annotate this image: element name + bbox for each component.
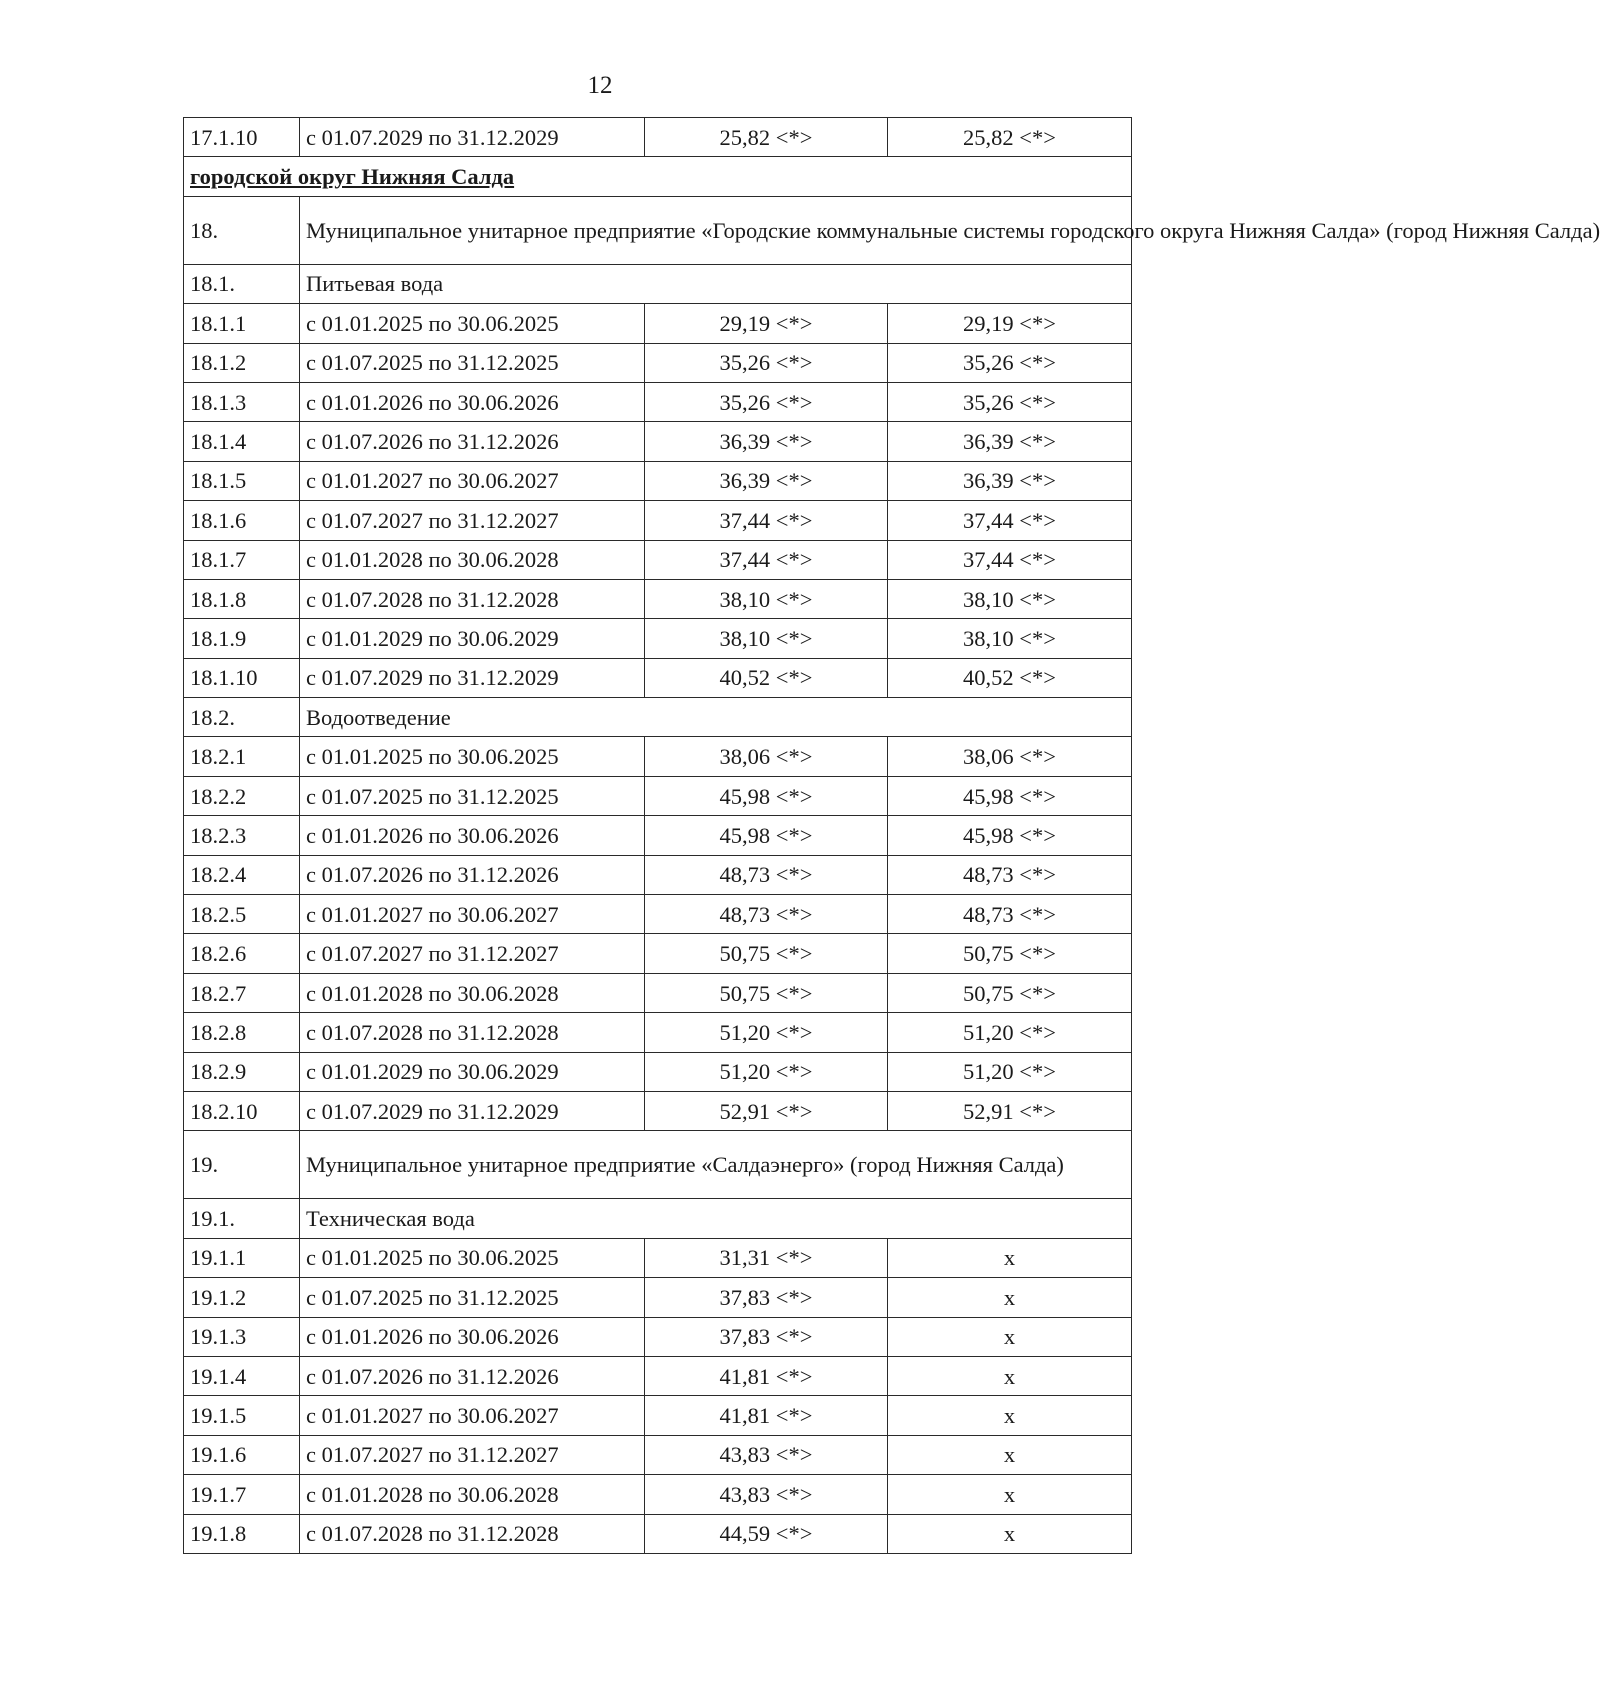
- tariff-value-cell: 48,73 <*>: [645, 855, 888, 894]
- row-number-cell: 18.1.1: [184, 304, 300, 343]
- row-number-cell: 18.1.3: [184, 382, 300, 421]
- tariff-value-alt-cell: 37,44 <*>: [888, 540, 1132, 579]
- tariff-value-alt-cell: 36,39 <*>: [888, 422, 1132, 461]
- table-row: [184, 1013, 1132, 1052]
- tariff-value-cell: 43,83 <*>: [645, 1475, 888, 1514]
- table-row: [184, 501, 1132, 540]
- table-row: [184, 619, 1132, 658]
- row-number-cell: 18.2.6: [184, 934, 300, 973]
- period-cell: с 01.01.2029 по 30.06.2029: [300, 619, 645, 658]
- row-number-cell: 19.1.8: [184, 1514, 300, 1553]
- section-heading: городской округ Нижняя Салда: [184, 157, 1132, 196]
- section-heading-row: [184, 157, 1132, 196]
- row-number-cell: 18.1.6: [184, 501, 300, 540]
- period-cell: с 01.01.2028 по 30.06.2028: [300, 540, 645, 579]
- tariff-value-alt-cell: x: [888, 1356, 1132, 1395]
- page-number: 12: [587, 72, 613, 99]
- tariff-value-alt-cell: x: [888, 1475, 1132, 1514]
- row-number-cell: 17.1.10: [184, 118, 300, 157]
- row-number-cell: 18.1.5: [184, 461, 300, 500]
- tariff-value-alt-cell: 35,26 <*>: [888, 343, 1132, 382]
- period-cell: с 01.01.2028 по 30.06.2028: [300, 1475, 645, 1514]
- row-number-cell: 18.1.9: [184, 619, 300, 658]
- row-number-cell: 18.1.7: [184, 540, 300, 579]
- row-number-cell: 19.1.4: [184, 1356, 300, 1395]
- row-number-cell: 18.1.: [184, 264, 300, 303]
- tariff-value-alt-cell: 40,52 <*>: [888, 658, 1132, 697]
- table-row: [184, 1514, 1132, 1553]
- table-row: [184, 776, 1132, 815]
- tariff-value-alt-cell: x: [888, 1435, 1132, 1474]
- period-cell: с 01.07.2025 по 31.12.2025: [300, 1278, 645, 1317]
- period-cell: с 01.01.2026 по 30.06.2026: [300, 382, 645, 421]
- period-cell: с 01.01.2028 по 30.06.2028: [300, 973, 645, 1012]
- period-cell: с 01.01.2027 по 30.06.2027: [300, 461, 645, 500]
- tariff-value-cell: 36,39 <*>: [645, 422, 888, 461]
- tariff-value-cell: 50,75 <*>: [645, 934, 888, 973]
- tariff-value-alt-cell: 51,20 <*>: [888, 1013, 1132, 1052]
- tariff-value-cell: 35,26 <*>: [645, 343, 888, 382]
- tariff-value-cell: 44,59 <*>: [645, 1514, 888, 1553]
- tariff-value-cell: 48,73 <*>: [645, 895, 888, 934]
- tariff-value-alt-cell: 38,10 <*>: [888, 619, 1132, 658]
- tariff-value-alt-cell: x: [888, 1396, 1132, 1435]
- tariff-value-alt-cell: 52,91 <*>: [888, 1091, 1132, 1130]
- table-row: [184, 934, 1132, 973]
- tariff-value-cell: 37,83 <*>: [645, 1317, 888, 1356]
- organization-name: Муниципальное унитарное предприятие «Городские коммунальные системы городского округа Нижняя Салда» (город Нижняя Салда): [300, 196, 1132, 264]
- table-row: [184, 422, 1132, 461]
- tariff-value-alt-cell: x: [888, 1238, 1132, 1277]
- table-row: [184, 1278, 1132, 1317]
- tariff-value-alt-cell: 38,10 <*>: [888, 579, 1132, 618]
- period-cell: с 01.07.2028 по 31.12.2028: [300, 1514, 645, 1553]
- tariff-value-cell: 51,20 <*>: [645, 1013, 888, 1052]
- period-cell: с 01.01.2029 по 30.06.2029: [300, 1052, 645, 1091]
- period-cell: с 01.01.2026 по 30.06.2026: [300, 816, 645, 855]
- tariff-value-alt-cell: 37,44 <*>: [888, 501, 1132, 540]
- tariff-value-cell: 36,39 <*>: [645, 461, 888, 500]
- tariff-value-cell: 45,98 <*>: [645, 776, 888, 815]
- tariff-value-cell: 50,75 <*>: [645, 973, 888, 1012]
- period-cell: с 01.07.2028 по 31.12.2028: [300, 1013, 645, 1052]
- table-row: [184, 343, 1132, 382]
- row-number-cell: 18.2.8: [184, 1013, 300, 1052]
- service-type-name: Питьевая вода: [300, 264, 1132, 303]
- row-number-cell: 18.2.4: [184, 855, 300, 894]
- period-cell: с 01.01.2027 по 30.06.2027: [300, 1396, 645, 1435]
- row-number-cell: 19.1.7: [184, 1475, 300, 1514]
- table-row: [184, 1238, 1132, 1277]
- table-row: [184, 579, 1132, 618]
- tariff-table-body: [184, 118, 1600, 1554]
- table-row: [184, 304, 1132, 343]
- table-row: [184, 737, 1132, 776]
- table-row: [184, 1317, 1132, 1356]
- period-cell: с 01.07.2027 по 31.12.2027: [300, 1435, 645, 1474]
- table-row: [184, 658, 1132, 697]
- period-cell: с 01.07.2029 по 31.12.2029: [300, 1091, 645, 1130]
- tariff-value-alt-cell: 38,06 <*>: [888, 737, 1132, 776]
- tariff-value-cell: 43,83 <*>: [645, 1435, 888, 1474]
- tariff-value-cell: 38,10 <*>: [645, 619, 888, 658]
- tariff-value-cell: 38,10 <*>: [645, 579, 888, 618]
- table-row: [184, 1356, 1132, 1395]
- table-row: [184, 1475, 1132, 1514]
- period-cell: с 01.01.2025 по 30.06.2025: [300, 737, 645, 776]
- tariff-value-cell: 51,20 <*>: [645, 1052, 888, 1091]
- period-cell: с 01.01.2026 по 30.06.2026: [300, 1317, 645, 1356]
- table-row: [184, 118, 1132, 157]
- tariff-value-alt-cell: 51,20 <*>: [888, 1052, 1132, 1091]
- period-cell: с 01.07.2025 по 31.12.2025: [300, 776, 645, 815]
- service-type-row: [184, 264, 1132, 303]
- period-cell: с 01.07.2026 по 31.12.2026: [300, 422, 645, 461]
- period-cell: с 01.01.2027 по 30.06.2027: [300, 895, 645, 934]
- organization-row: [184, 1131, 1132, 1199]
- tariff-value-alt-cell: x: [888, 1278, 1132, 1317]
- table-row: [184, 1091, 1132, 1130]
- tariff-value-cell: 29,19 <*>: [645, 304, 888, 343]
- tariff-value-cell: 37,44 <*>: [645, 540, 888, 579]
- organization-row: [184, 196, 1132, 264]
- tariff-value-cell: 40,52 <*>: [645, 658, 888, 697]
- table-row: [184, 816, 1132, 855]
- period-cell: с 01.07.2026 по 31.12.2026: [300, 855, 645, 894]
- tariff-value-alt-cell: 48,73 <*>: [888, 895, 1132, 934]
- tariff-value-cell: 37,83 <*>: [645, 1278, 888, 1317]
- service-type-row: [184, 1199, 1132, 1238]
- tariff-value-alt-cell: x: [888, 1514, 1132, 1553]
- table-row: [184, 1435, 1132, 1474]
- tariff-value-cell: 41,81 <*>: [645, 1356, 888, 1395]
- tariff-value-alt-cell: 29,19 <*>: [888, 304, 1132, 343]
- row-number-cell: 19.1.: [184, 1199, 300, 1238]
- table-row: [184, 382, 1132, 421]
- organization-name: Муниципальное унитарное предприятие «Салдаэнерго» (город Нижняя Салда): [300, 1131, 1132, 1199]
- service-type-row: [184, 698, 1132, 737]
- period-cell: с 01.07.2029 по 31.12.2029: [300, 658, 645, 697]
- period-cell: с 01.07.2025 по 31.12.2025: [300, 343, 645, 382]
- row-number-cell: 18.2.1: [184, 737, 300, 776]
- tariff-value-alt-cell: 48,73 <*>: [888, 855, 1132, 894]
- row-number-cell: 19.: [184, 1131, 300, 1199]
- tariff-value-alt-cell: 36,39 <*>: [888, 461, 1132, 500]
- row-number-cell: 18.: [184, 196, 300, 264]
- period-cell: с 01.07.2027 по 31.12.2027: [300, 501, 645, 540]
- table-row: [184, 895, 1132, 934]
- service-type-name: Водоотведение: [300, 698, 1132, 737]
- tariff-value-cell: 25,82 <*>: [645, 118, 888, 157]
- tariff-value-alt-cell: 45,98 <*>: [888, 776, 1132, 815]
- row-number-cell: 18.1.4: [184, 422, 300, 461]
- tariff-value-cell: 37,44 <*>: [645, 501, 888, 540]
- period-cell: с 01.01.2025 по 30.06.2025: [300, 304, 645, 343]
- tariff-value-cell: 45,98 <*>: [645, 816, 888, 855]
- period-cell: с 01.07.2027 по 31.12.2027: [300, 934, 645, 973]
- tariff-value-cell: 52,91 <*>: [645, 1091, 888, 1130]
- row-number-cell: 18.2.2: [184, 776, 300, 815]
- service-type-name: Техническая вода: [300, 1199, 1132, 1238]
- period-cell: с 01.07.2029 по 31.12.2029: [300, 118, 645, 157]
- row-number-cell: 18.2.10: [184, 1091, 300, 1130]
- row-number-cell: 19.1.1: [184, 1238, 300, 1277]
- table-row: [184, 1052, 1132, 1091]
- tariff-value-alt-cell: 45,98 <*>: [888, 816, 1132, 855]
- row-number-cell: 19.1.6: [184, 1435, 300, 1474]
- row-number-cell: 18.1.10: [184, 658, 300, 697]
- row-number-cell: 18.1.2: [184, 343, 300, 382]
- tariff-value-alt-cell: 50,75 <*>: [888, 973, 1132, 1012]
- tariff-value-alt-cell: 25,82 <*>: [888, 118, 1132, 157]
- table-row: [184, 1396, 1132, 1435]
- row-number-cell: 18.2.9: [184, 1052, 300, 1091]
- row-number-cell: 19.1.2: [184, 1278, 300, 1317]
- row-number-cell: 18.1.8: [184, 579, 300, 618]
- table-row: [184, 540, 1132, 579]
- tariff-value-alt-cell: 35,26 <*>: [888, 382, 1132, 421]
- tariff-value-alt-cell: x: [888, 1317, 1132, 1356]
- row-number-cell: 19.1.3: [184, 1317, 300, 1356]
- tariff-value-cell: 31,31 <*>: [645, 1238, 888, 1277]
- row-number-cell: 19.1.5: [184, 1396, 300, 1435]
- period-cell: с 01.07.2026 по 31.12.2026: [300, 1356, 645, 1395]
- table-row: [184, 973, 1132, 1012]
- row-number-cell: 18.2.7: [184, 973, 300, 1012]
- tariff-value-cell: 35,26 <*>: [645, 382, 888, 421]
- row-number-cell: 18.2.5: [184, 895, 300, 934]
- table-row: [184, 461, 1132, 500]
- tariff-value-cell: 38,06 <*>: [645, 737, 888, 776]
- tariff-value-alt-cell: 50,75 <*>: [888, 934, 1132, 973]
- row-number-cell: 18.2.3: [184, 816, 300, 855]
- table-row: [184, 855, 1132, 894]
- tariff-table: [183, 117, 1600, 1554]
- period-cell: с 01.07.2028 по 31.12.2028: [300, 579, 645, 618]
- tariff-value-cell: 41,81 <*>: [645, 1396, 888, 1435]
- row-number-cell: 18.2.: [184, 698, 300, 737]
- period-cell: с 01.01.2025 по 30.06.2025: [300, 1238, 645, 1277]
